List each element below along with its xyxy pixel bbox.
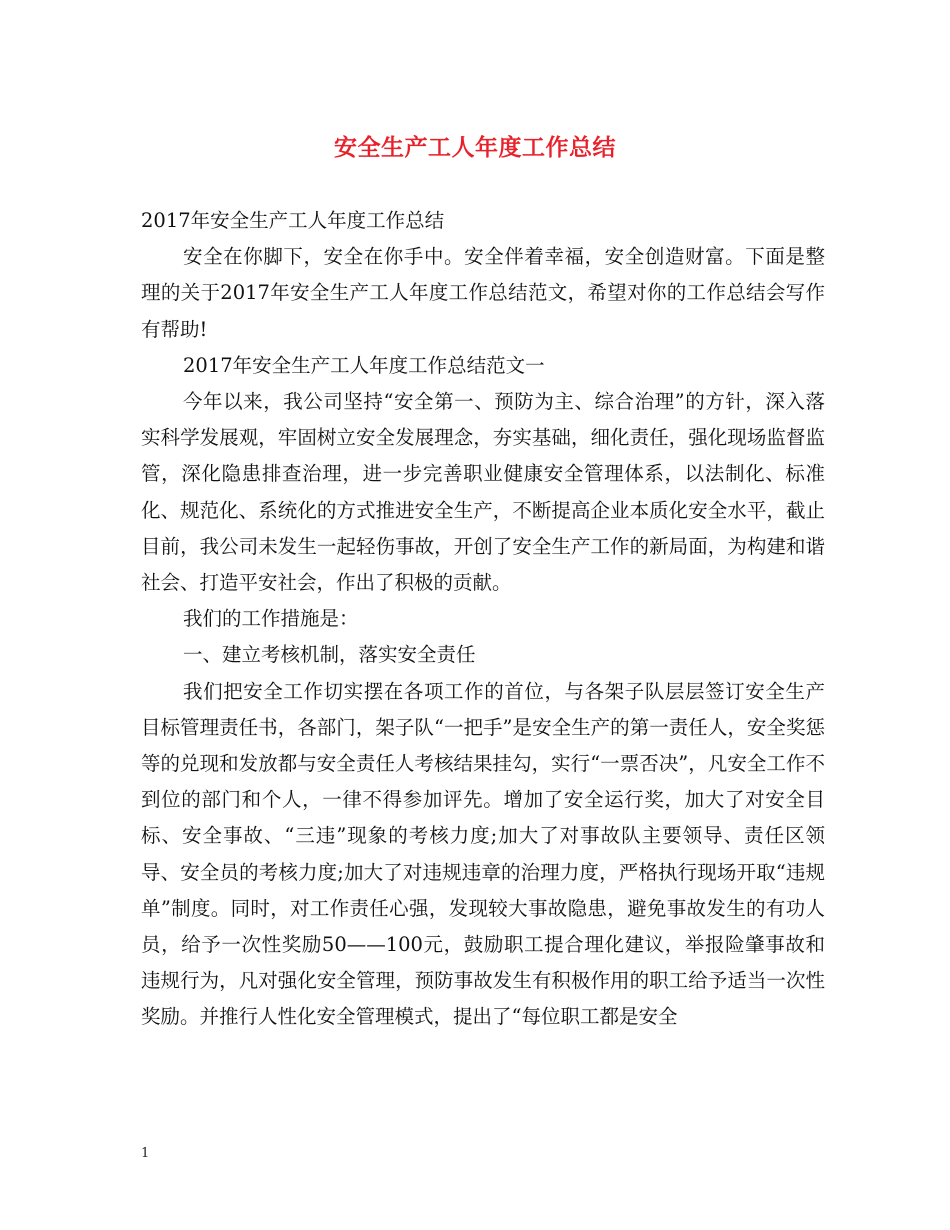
document-title: 安全生产工人年度工作总结 <box>334 134 616 161</box>
body-paragraph: 今年以来，我公司坚持“安全第一、预防为主、综合治理”的方针，深入落实科学发展观，牢固树立安全发展理念，夯实基础，细化责任，强化现场监督监管，深化隐患排查治理，进一步完善职业健康安全管理体系，以法制化、标准化、规范化、系统化的方式推进安全生产，不断提高企业本质化安全水平，截止目前，我公司未发生一起轻伤事故，开创了安全生产工作的新局面，为构建和谐社会、打造平安社会，作出了积极的贡献。 <box>141 390 825 595</box>
document-body <box>141 203 825 1036</box>
subtitle-paragraph: 2017年安全生产工人年度工作总结 <box>141 209 445 232</box>
page-number: 1 <box>141 1146 150 1161</box>
section-heading: 一、建立考核机制，落实安全责任 <box>183 643 476 667</box>
intro-paragraph: 安全在你脚下，安全在你手中。安全伴着幸福，安全创造财富。下面是整理的关于2017年安全生产工人年度工作总结范文，希望对你的工作总结会写作有帮助! <box>141 245 825 341</box>
body-paragraph: 我们把安全工作切实摆在各项工作的首位，与各架子队层层签订安全生产目标管理责任书，各部门，架子队“一把手”是安全生产的第一责任人，安全奖惩等的兑现和发放都与安全责任人考核结果挂勾，实行“一票否决”，凡安全工作不到位的部门和个人，一律不得参加评先。增加了安全运行奖，加大了对安全目标、安全事故、“三违”现象的考核力度;加大了对事故队主要领导、责任区领导、安全员的考核力度;加大了对违规违章的治理力度，严格执行现场开取“违规单”制度。同时，对工作责任心强，发现较大事故隐患，避免事故发生的有功人员，给予一次性奖励50——100元，鼓励职工提合理化建议，举报险肇事故和违规行为，凡对强化安全管理，预防事故发生有积极作用的职工给予适当一次性奖励。并推行人性化安全管理模式，提出了“每位职工都是安全 <box>141 679 825 1029</box>
body-paragraph: 我们的工作措施是： <box>183 607 359 631</box>
section-heading: 2017年安全生产工人年度工作总结范文一 <box>183 353 545 377</box>
